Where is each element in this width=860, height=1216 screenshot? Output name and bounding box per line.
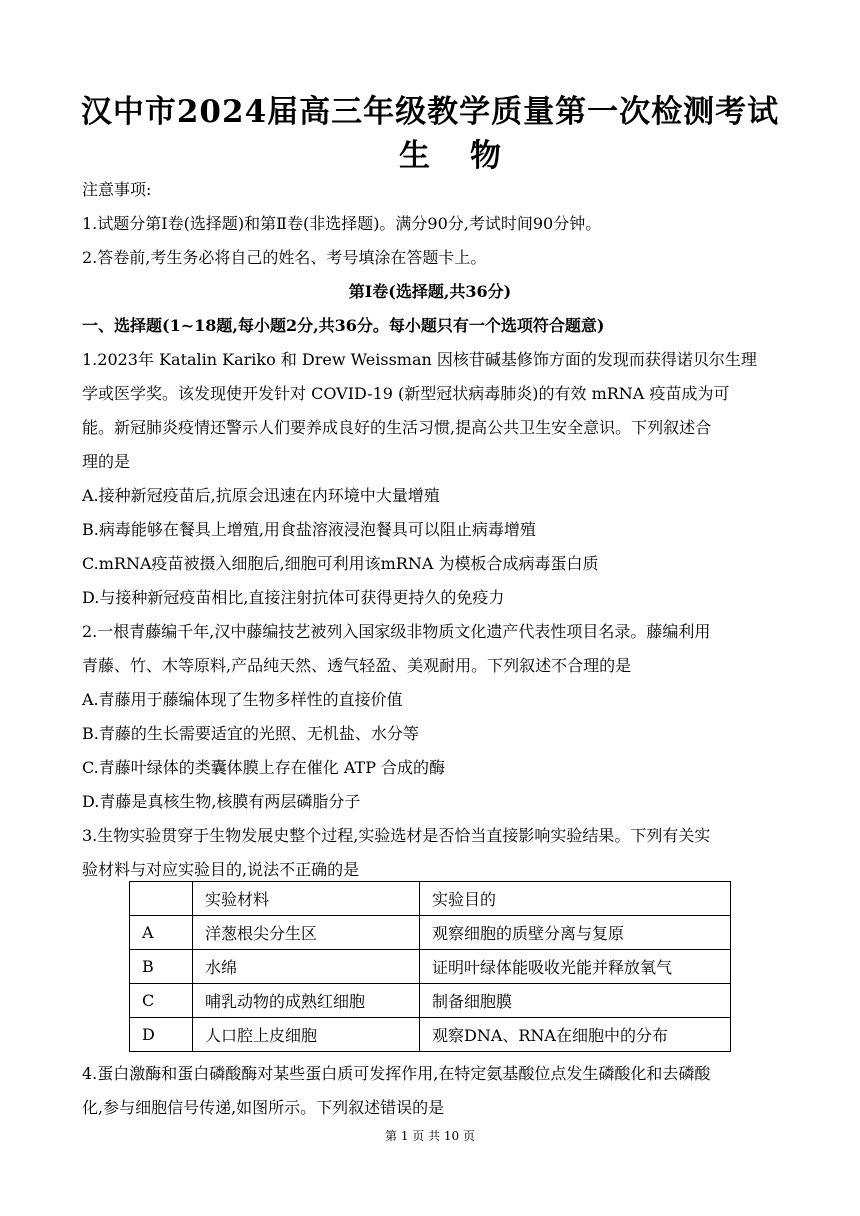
question-1-option-a: A.接种新冠疫苗后,抗原会迅速在内环境中大量增殖 bbox=[82, 486, 440, 505]
notice-heading: 注意事项: bbox=[82, 180, 152, 199]
question-2-stem: 2.一根青藤编千年,汉中藤编技艺被列入国家级非物质文化遗产代表性项目名录。藤编利用 bbox=[82, 622, 711, 641]
table-cell: 水绵 bbox=[193, 950, 420, 984]
notice-item: 2.答卷前,考生务必将自己的姓名、考号填涂在答题卡上。 bbox=[82, 248, 487, 267]
question-1-stem: 理的是 bbox=[82, 452, 131, 471]
question-1-option-b: B.病毒能够在餐具上增殖,用食盐溶液浸泡餐具可以阻止病毒增殖 bbox=[82, 520, 536, 539]
question-2-stem: 青藤、竹、木等原料,产品纯天然、透气轻盈、美观耐用。下列叙述不合理的是 bbox=[82, 656, 632, 675]
table-row bbox=[130, 984, 731, 1018]
table-header-cell bbox=[130, 882, 193, 916]
notice-item: 1.试题分第I卷(选择题)和第Ⅱ卷(非选择题)。满分90分,考试时间90分钟。 bbox=[82, 214, 602, 233]
question-1-option-d: D.与接种新冠疫苗相比,直接注射抗体可获得更持久的免疫力 bbox=[82, 588, 505, 607]
table-header-cell: 实验目的 bbox=[420, 882, 731, 916]
experiment-table bbox=[129, 881, 731, 1052]
table-cell: 制备细胞膜 bbox=[420, 984, 731, 1018]
table-header-cell: 实验材料 bbox=[193, 882, 420, 916]
subject-title: 生物 bbox=[399, 138, 541, 174]
section-title: 第I卷(选择题,共36分) bbox=[348, 282, 512, 301]
question-1-stem: 1.2023年 Katalin Kariko 和 Drew Weissman 因核苷碱基修饰方面的发现而获得诺贝尔生理 bbox=[82, 350, 757, 369]
table-cell: B bbox=[130, 950, 193, 984]
table-header-row bbox=[130, 882, 731, 916]
table-cell: 哺乳动物的成熟红细胞 bbox=[193, 984, 420, 1018]
table-cell: A bbox=[130, 916, 193, 950]
table-cell: 人口腔上皮细胞 bbox=[193, 1018, 420, 1052]
table-row bbox=[130, 1018, 731, 1052]
table-cell: C bbox=[130, 984, 193, 1018]
table-cell: 观察细胞的质壁分离与复原 bbox=[420, 916, 731, 950]
question-3-stem: 3.生物实验贯穿于生物发展史整个过程,实验选材是否恰当直接影响实验结果。下列有关实 bbox=[82, 826, 711, 845]
table-cell: 洋葱根尖分生区 bbox=[193, 916, 420, 950]
question-1-stem: 学或医学奖。该发现使开发针对 COVID-19 (新型冠状病毒肺炎)的有效 mRNA 疫苗成为可 bbox=[82, 384, 730, 403]
question-3-stem: 验材料与对应实验目的,说法不正确的是 bbox=[82, 860, 360, 879]
table-cell: 观察DNA、RNA在细胞中的分布 bbox=[420, 1018, 731, 1052]
question-2-option-a: A.青藤用于藤编体现了生物多样性的直接价值 bbox=[82, 690, 403, 709]
table-row bbox=[130, 950, 731, 984]
table-row bbox=[130, 916, 731, 950]
page-footer: 第 1 页 共 10 页 bbox=[385, 1129, 475, 1143]
question-2-option-d: D.青藤是真核生物,核膜有两层磷脂分子 bbox=[82, 792, 361, 811]
table-cell: 证明叶绿体能吸收光能并释放氧气 bbox=[420, 950, 731, 984]
question-2-option-c: C.青藤叶绿体的类囊体膜上存在催化 ATP 合成的酶 bbox=[82, 758, 446, 777]
question-4-stem: 化,参与细胞信号传递,如图所示。下列叙述错误的是 bbox=[82, 1098, 445, 1117]
section-instruction: 一、选择题(1~18题,每小题2分,共36分。每小题只有一个选项符合题意) bbox=[82, 316, 605, 335]
question-4-stem: 4.蛋白激酶和蛋白磷酸酶对某些蛋白质可发挥作用,在特定氨基酸位点发生磷酸化和去磷酸 bbox=[82, 1064, 711, 1083]
question-2-option-b: B.青藤的生长需要适宜的光照、无机盐、水分等 bbox=[82, 724, 419, 743]
exam-title: 汉中市2024届高三年级教学质量第一次检测考试 bbox=[80, 94, 780, 130]
table-cell: D bbox=[130, 1018, 193, 1052]
question-1-option-c: C.mRNA疫苗被摄入细胞后,细胞可利用该mRNA 为模板合成病毒蛋白质 bbox=[82, 554, 599, 573]
question-1-stem: 能。新冠肺炎疫情还警示人们要养成良好的生活习惯,提高公共卫生安全意识。下列叙述合 bbox=[82, 418, 712, 437]
